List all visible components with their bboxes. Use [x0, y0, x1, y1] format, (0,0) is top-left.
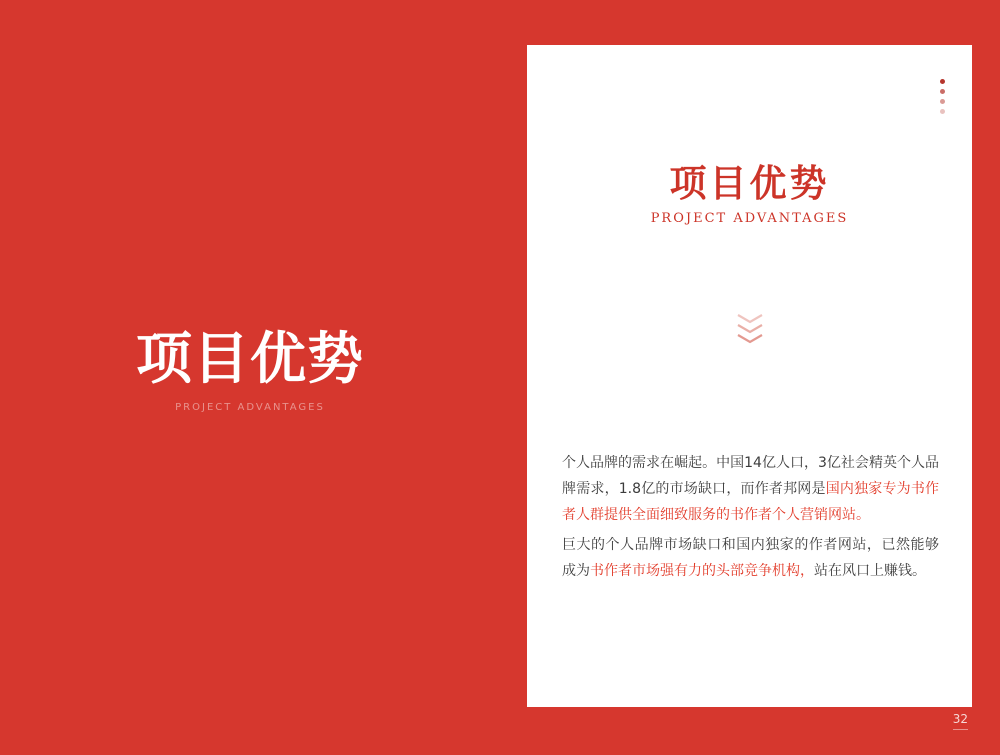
paragraph-segment: 站在风口上赚钱。	[814, 563, 926, 579]
vertical-fading-dots-icon	[940, 79, 945, 114]
left-title-block	[0, 328, 500, 413]
paragraph-segment: 巨大的个人品牌市场缺口和国内独家的作者网站，已然能够成为	[562, 537, 939, 579]
body-paragraph	[562, 450, 939, 528]
paragraph-segment: 个人品牌的需求在崛起。中国14亿人口，3亿社会精英个人品牌需求，1.8亿的市场缺口，而作者邦网是	[562, 455, 939, 497]
body-paragraph	[562, 532, 939, 584]
dot-icon	[940, 89, 945, 94]
page-number: 32	[953, 712, 968, 730]
dot-icon	[940, 99, 945, 104]
paragraph-segment-highlight: 书作者市场强有力的头部竞争机构，	[590, 563, 814, 579]
card-subtitle: PROJECT ADVANTAGES	[650, 210, 849, 226]
card-title-block	[527, 163, 972, 226]
paragraph-segment-highlight: 国内独家专为书作者人群提供全面细致服务的书作者个人营销网站。	[562, 481, 940, 523]
left-panel-subtitle: PROJECT ADVANTAGES	[175, 402, 325, 414]
body-text-block	[562, 450, 939, 588]
dot-icon	[940, 79, 945, 84]
left-panel-title: 项目优势	[136, 327, 364, 392]
content-card	[527, 45, 972, 707]
dot-icon	[940, 109, 945, 114]
triple-chevron-down-icon	[527, 313, 972, 349]
card-title: 项目优势	[669, 161, 830, 205]
